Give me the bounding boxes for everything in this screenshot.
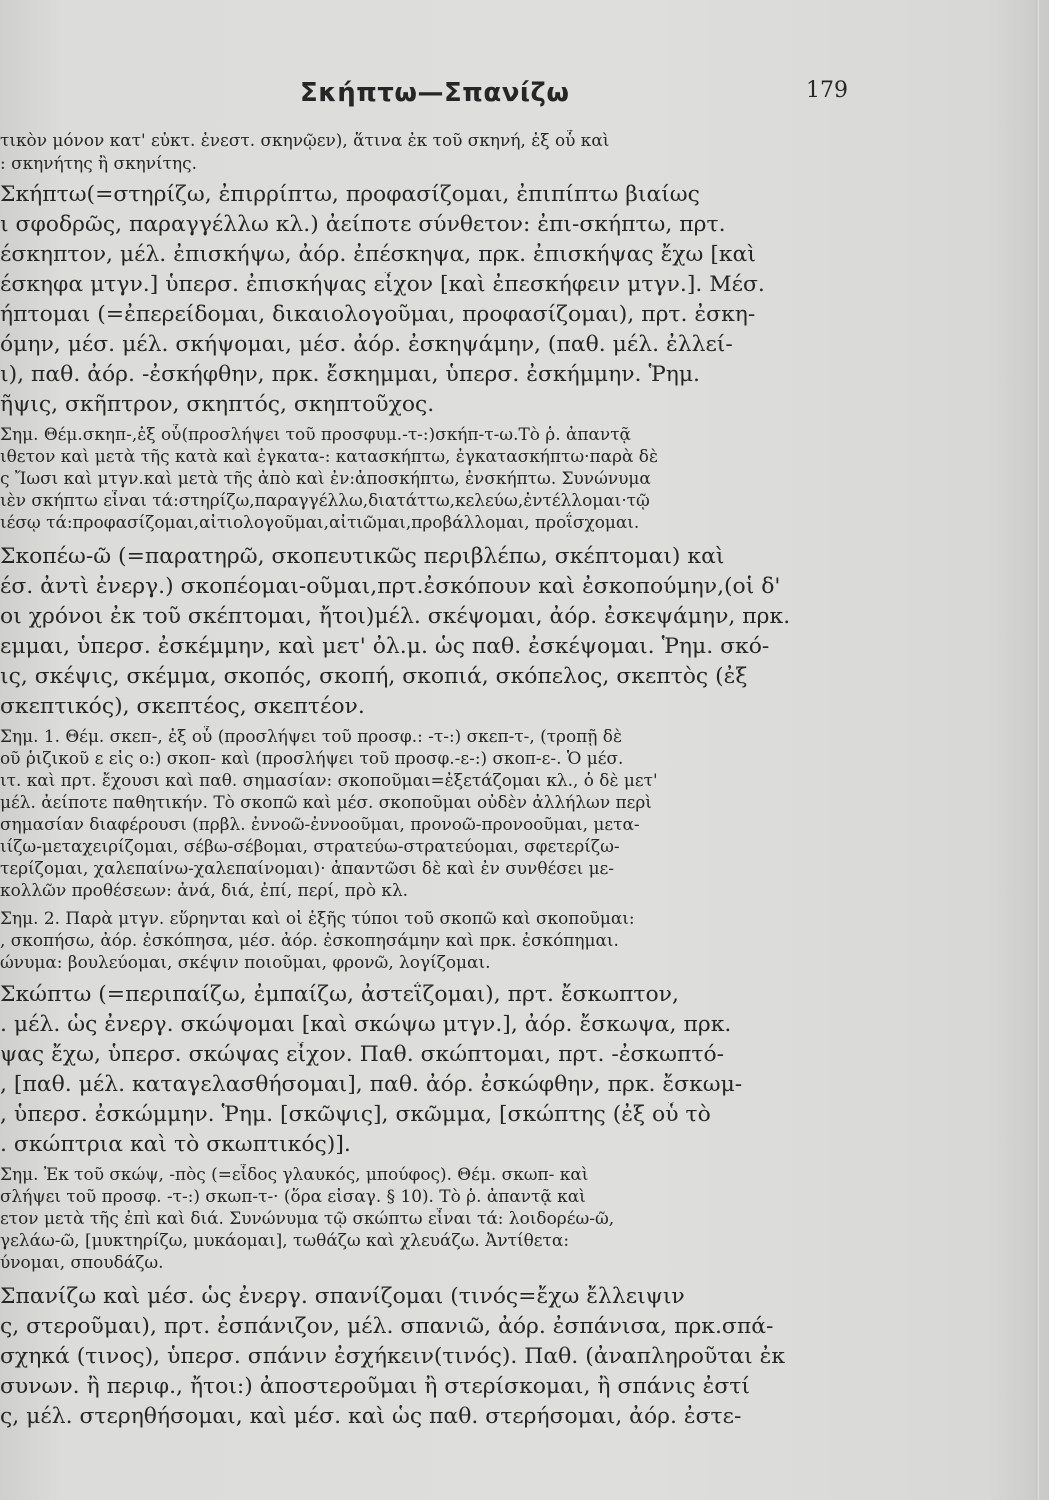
text-line: ς, μέλ. στερηθήσομαι, καὶ μέσ. καὶ ὡς παθ. στερήσομαι, ἀόρ. ἐστε- bbox=[0, 1404, 742, 1429]
running-head: Σκήπτω—Σπανίζω bbox=[300, 78, 570, 108]
text-line: γελάω-ῶ, [μυκτηρίζω, μυκάομαι], τωθάζω καὶ χλευάζω. Ἀντίθετα: bbox=[0, 1230, 570, 1250]
text-line: ς, στεροῦμαι), πρτ. ἐσπάνιζον, μέλ. σπανιῶ, ἀόρ. ἐσπάνισα, πρκ.σπά- bbox=[0, 1314, 774, 1339]
text-line: έσκηφα μτγν.] ὑπερσ. ἐπισκήψας εἶχον [καὶ ἐπεσκήφειν μτγν.]. Μέσ. bbox=[0, 272, 765, 297]
text-line: , [παθ. μέλ. καταγελασθήσομαι], παθ. ἀόρ. ἐσκώφθην, πρκ. ἔσκωμ- bbox=[0, 1072, 743, 1097]
text-line: Σκήπτω(=στηρίζω, ἐπιρρίπτω, προφασίζομαι, ἐπιπίπτω βιαίως bbox=[0, 182, 700, 207]
text-line: ις, σκέψις, σκέμμα, σκοπός, σκοπή, σκοπιά, σκόπελος, σκεπτὸς (ἐξ bbox=[0, 664, 748, 689]
text-line: Σημ. Ἐκ τοῦ σκώψ, -πὸς (=εἶδος γλαυκός, μπούφος). Θέμ. σκωπ- καὶ bbox=[0, 1164, 589, 1184]
text-line: , ὑπερσ. ἐσκώμμην. Ῥημ. [σκῶψις], σκῶμμα, [σκώπτης (ἐξ οὗ τὸ bbox=[0, 1102, 711, 1127]
text-line: ιίζω-μεταχειρίζομαι, σέβω-σέβομαι, στρατεύω-στρατεύομαι, σφετερίζω- bbox=[0, 836, 620, 856]
text-line: σκεπτικός), σκεπτέος, σκεπτέον. bbox=[0, 694, 365, 719]
text-line: Σημ. Θέμ.σκηπ-,ἐξ οὗ(προσλήψει τοῦ προσφυμ.-τ-:)σκήπ-τ-ω.Τὸ ῥ. ἀπαντᾷ bbox=[0, 424, 631, 444]
text-line: ώνυμα: βουλεύομαι, σκέψιν ποιοῦμαι, φρονῶ, λογίζομαι. bbox=[0, 952, 491, 972]
text-line: ς Ἴωσι καὶ μτγν.καὶ μετὰ τῆς ἀπὸ καὶ ἐν:ἀποσκήπτω, ἐνσκήπτω. Συνώνυμα bbox=[0, 468, 651, 488]
text-line: : σκηνήτης ἢ σκηνίτης. bbox=[0, 153, 198, 173]
text-line: τερίζομαι, χαλεπαίνω-χαλεπαίνομαι)· ἀπαντῶσι δὲ καὶ ἐν συνθέσει με- bbox=[0, 858, 615, 878]
text-line: τικὸν μόνον κατ' εὐκτ. ἐνεστ. σκηνῷεν), ἅτινα ἐκ τοῦ σκηνή, ἐξ οὗ καὶ bbox=[0, 130, 610, 150]
text-line: συνων. ἢ περιφ., ἤτοι:) ἀποστεροῦμαι ἢ στερίσκομαι, ἢ σπάνις ἐστί bbox=[0, 1374, 750, 1399]
text-line: έσ. ἀντὶ ἐνεργ.) σκοπέομαι-οῦμαι,πρτ.ἐσκόπουν καὶ ἐσκοπούμην,(οἱ δ' bbox=[0, 574, 781, 599]
text-line: Σημ. 2. Παρὰ μτγν. εὕρηνται καὶ οἱ ἑξῆς τύποι τοῦ σκοπῶ καὶ σκοποῦμαι: bbox=[0, 908, 635, 928]
text-line: ι), παθ. ἀόρ. -ἐσκήφθην, πρκ. ἔσκημμαι, ὑπερσ. ἐσκήμμην. Ῥημ. bbox=[0, 362, 700, 387]
page-header bbox=[0, 78, 1049, 112]
text-line: ῆψις, σκῆπτρον, σκηπτός, σκηπτοῦχος. bbox=[0, 392, 435, 417]
text-line: Σημ. 1. Θέμ. σκεπ-, ἐξ οὗ (προσλήψει τοῦ προσφ.: -τ-:) σκεπ-τ-, (τροπῇ δὲ bbox=[0, 726, 623, 746]
text-line: μέλ. ἀείποτε παθητικήν. Τὸ σκοπῶ καὶ μέσ. σκοποῦμαι οὐδὲν ἀλλήλων περὶ bbox=[0, 792, 652, 812]
text-line: σχηκά (τινος), ὑπερσ. σπάνιν ἐσχήκειν(τινός). Παθ. (ἀναπληροῦται ἐκ bbox=[0, 1344, 786, 1369]
text-line: ήπτομαι (=ἐπερείδομαι, δικαιολογοῦμαι, προφασίζομαι), πρτ. ἐσκη- bbox=[0, 302, 756, 327]
text-line: ψας ἔχω, ὑπερσ. σκώψας εἶχον. Παθ. σκώπτομαι, πρτ. -ἐσκωπτό- bbox=[0, 1042, 725, 1067]
text-line: σλήψει τοῦ προσφ. -τ-:) σκωπ-τ-· (ὅρα εἰσαγ. § 10). Τὸ ῥ. ἀπαντᾷ καὶ bbox=[0, 1186, 586, 1206]
text-line: Σπανίζω καὶ μέσ. ὡς ἐνεργ. σπανίζομαι (τινός=ἔχω ἔλλειψιν bbox=[0, 1284, 685, 1309]
text-line: . μέλ. ὡς ἐνεργ. σκώψομαι [καὶ σκώψω μτγν.], ἀόρ. ἔσκωψα, πρκ. bbox=[0, 1012, 732, 1037]
text-line: έσκηπτον, μέλ. ἐπισκήψω, ἀόρ. ἐπέσκηψα, πρκ. ἐπισκήψας ἔχω [καὶ bbox=[0, 242, 756, 267]
text-line: ύνομαι, σπουδάζω. bbox=[0, 1252, 164, 1272]
text-line: οι χρόνοι ἐκ τοῦ σκέπτομαι, ἤτοι)μέλ. σκέψομαι, ἀόρ. ἐσκεψάμην, πρκ. bbox=[0, 604, 791, 629]
text-line: ιὲν σκήπτω εἶναι τά:στηρίζω,παραγγέλλω,διατάττω,κελεύω,ἐντέλλομαι·τῷ bbox=[0, 490, 650, 510]
text-line: ιτ. καὶ πρτ. ἔχουσι καὶ παθ. σημασίαν: σκοποῦμαι=ἐξετάζομαι κλ., ὁ δὲ μετ' bbox=[0, 770, 658, 790]
text-line: ιέσῳ τά:προφασίζομαι,αἰτιολογοῦμαι,αἰτιῶμαι,προβάλλομαι, προΐσχομαι. bbox=[0, 512, 640, 532]
text-line: ι σφοδρῶς, παραγγέλλω κλ.) ἀείποτε σύνθετον: ἐπι-σκήπτω, πρτ. bbox=[0, 212, 726, 237]
text-line: , σκοπήσω, ἀόρ. ἐσκόπησα, μέσ. ἀόρ. ἐσκοπησάμην καὶ πρκ. ἐσκόπημαι. bbox=[0, 930, 619, 950]
page-number: 179 bbox=[806, 78, 848, 103]
text-line: ετον μετὰ τῆς ἐπὶ καὶ διά. Συνώνυμα τῷ σκώπτω εἶναι τά: λοιδορέω-ῶ, bbox=[0, 1208, 615, 1228]
text-line: . σκώπτρια καὶ τὸ σκωπτικός)]. bbox=[0, 1132, 351, 1157]
text-line: Σκώπτω (=περιπαίζω, ἐμπαίζω, ἀστεΐζομαι), πρτ. ἔσκωπτον, bbox=[0, 982, 679, 1007]
text-line: εμμαι, ὑπερσ. ἐσκέμμην, καὶ μετ' ὀλ.μ. ὡς παθ. ἐσκέψομαι. Ῥημ. σκό- bbox=[0, 634, 770, 659]
text-line: κολλῶν προθέσεων: ἀνά, διά, ἐπί, περί, πρὸ κλ. bbox=[0, 880, 409, 900]
text-line: ιθετον καὶ μετὰ τῆς κατὰ καὶ ἐγκατα-: κατασκήπτω, ἐγκατασκήπτω·παρὰ δὲ bbox=[0, 446, 659, 466]
text-line: οῦ ῥιζικοῦ ε εἰς ο:) σκοπ- καὶ (προσλήψει τοῦ προσφ.-ε-:) σκοπ-ε-. Ὁ μέσ. bbox=[0, 748, 624, 768]
text-line: σημασίαν διαφέρουσι (πρβλ. ἐννοῶ-ἐννοοῦμαι, προνοῶ-προνοοῦμαι, μετα- bbox=[0, 814, 640, 834]
text-line: Σκοπέω-ῶ (=παρατηρῶ, σκοπευτικῶς περιβλέπω, σκέπτομαι) καὶ bbox=[0, 544, 725, 569]
text-line: όμην, μέσ. μέλ. σκήψομαι, μέσ. ἀόρ. ἐσκηψάμην, (παθ. μέλ. ἐλλεί- bbox=[0, 332, 733, 357]
